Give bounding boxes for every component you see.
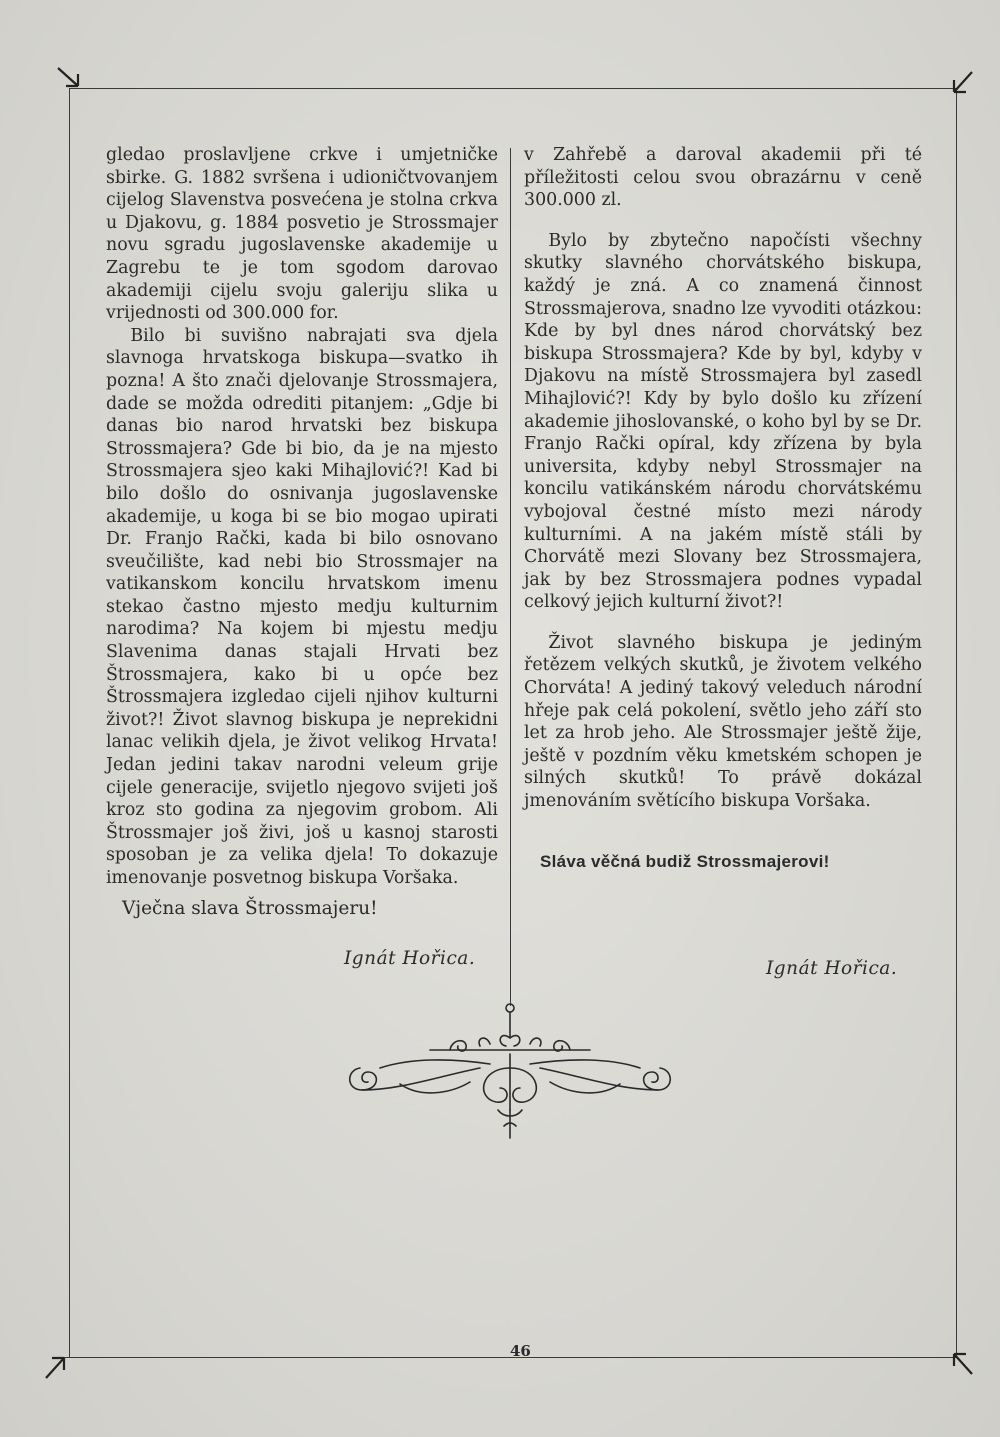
signature-right: Ignát Hořica. (766, 958, 898, 979)
left-column-text (106, 144, 498, 890)
left-paragraph-1: gledao proslavljene crkve i umjetničke sbirke. G. 1882 svršena i udioničtvovanjem cijelog Slavenstva posvećena je stolna crkva u Djakovu, g. 1884 posvetio je Strossmajer novu sgradu jugoslavenske akademije u Zagrebu te je tom sgodom darovao akademiji cijelu svoju galeriju slika u vrijednosti od 300.000 for. (106, 145, 498, 324)
column-divider (510, 148, 511, 1006)
corner-mark-top-right (944, 66, 978, 100)
signature-left: Ignát Hořica. (344, 948, 476, 969)
closing-line-left: Vječna slava Štrossmajeru! (122, 898, 378, 919)
right-frame-line (956, 88, 957, 1357)
top-rule (70, 88, 958, 89)
corner-mark-top-left (52, 62, 86, 96)
corner-mark-bottom-left (40, 1348, 74, 1382)
corner-mark-bottom-right (944, 1344, 978, 1378)
closing-line-right: Sláva věčná budiž Strossmajerovi! (540, 852, 830, 871)
page-number: 46 (510, 1342, 531, 1360)
right-column-text (524, 144, 922, 813)
right-paragraph-3: Život slavného biskupa je jediným řetězem velkých skutků, je životem velkého Chorváta! A jediný takový veleduch národní hřeje pak celá pokolení, světlo jeho září sto let za hrob jeho. Ale Strossmajer ještě žije, ještě v pozdním věku kmetském schopen je silných skutků! To právě dokázal jmenováním světícího biskupa Voršaka. (524, 632, 922, 812)
left-paragraph-2: Bilo bi suvišno nabrajati sva djela slavnoga hrvatskoga biskupa—svatko ih pozna! A što znači djelovanje Strossmajera, dade se možda odrediti pitanjem: „Gdje bi danas bio narod hrvatski bez biskupa Strossmajera? Gde bi bio, da je na mjesto Strossmajera sjeo kaki Mihajlović?! Kad bi bilo došlo do osnivanja jugoslavenske akademije, u koga bi se bio mogao upirati Dr. Franjo Rački, kada bi bilo osnovano sveučilište, kad nebi bio Strossmajer na vatikanskom koncilu hrvatskom imenu stekao častno mjesto medju kulturnim narodima? Na kojem bi mjestu medju Slavenima danas stajali Hrvati bez Štrossmajera, kako bi u opće bez Štrossmajera izgledao cijeli njihov kulturni život?! Život slavnog biskupa je neprekidni lanac velikih djela, je život velikog Hrvata! Jedan jedini takav narodni veleum grije cijele generacije, svijetlo njegovo svijeti još kroz sto godina za njegovim grobom. Ali Štrossmajer još živi, još u kasnoj starosti sposoban je za velika djela! To dokazuje imenovanje posvetnog biskupa Voršaka. (106, 325, 498, 888)
right-paragraph-1: v Zahřebě a daroval akademii při té příležitosti celou svou obrazárnu v ceně 300.000 zl. (524, 145, 922, 211)
left-frame-line (69, 88, 70, 1357)
right-paragraph-2: Bylo by zbytečno napočísti všechny skutky slavného chorvátského biskupa, každý je zná. A co znamená činnost Strossmajerova, snadno lze vyvoditi otázkou: Kde by byl dnes národ chorvátský bez biskupa Strossmajera? Kde by byl, kdyby v Djakovu na místě Strossmajera byl zasedl Mihajlović?! Kdy by bylo došlo ku zřízení akademie jihoslovanské, o koho byl by se Dr. Franjo Rački opíral, kdy zřízena by byla universita, kdyby nebyl Strossmajer na koncilu vatikánském národu chorvátskému vybojoval čestné místo mezi národy kulturními. A na jakém místě stáli by Chorvátě mezi Slovany bez Strossmajera, jak by bez Strossmajera podnes vypadal celkový jejich kulturní život?! (524, 230, 922, 613)
decorative-flourish-ornament (340, 998, 680, 1148)
bottom-rule (58, 1357, 958, 1358)
